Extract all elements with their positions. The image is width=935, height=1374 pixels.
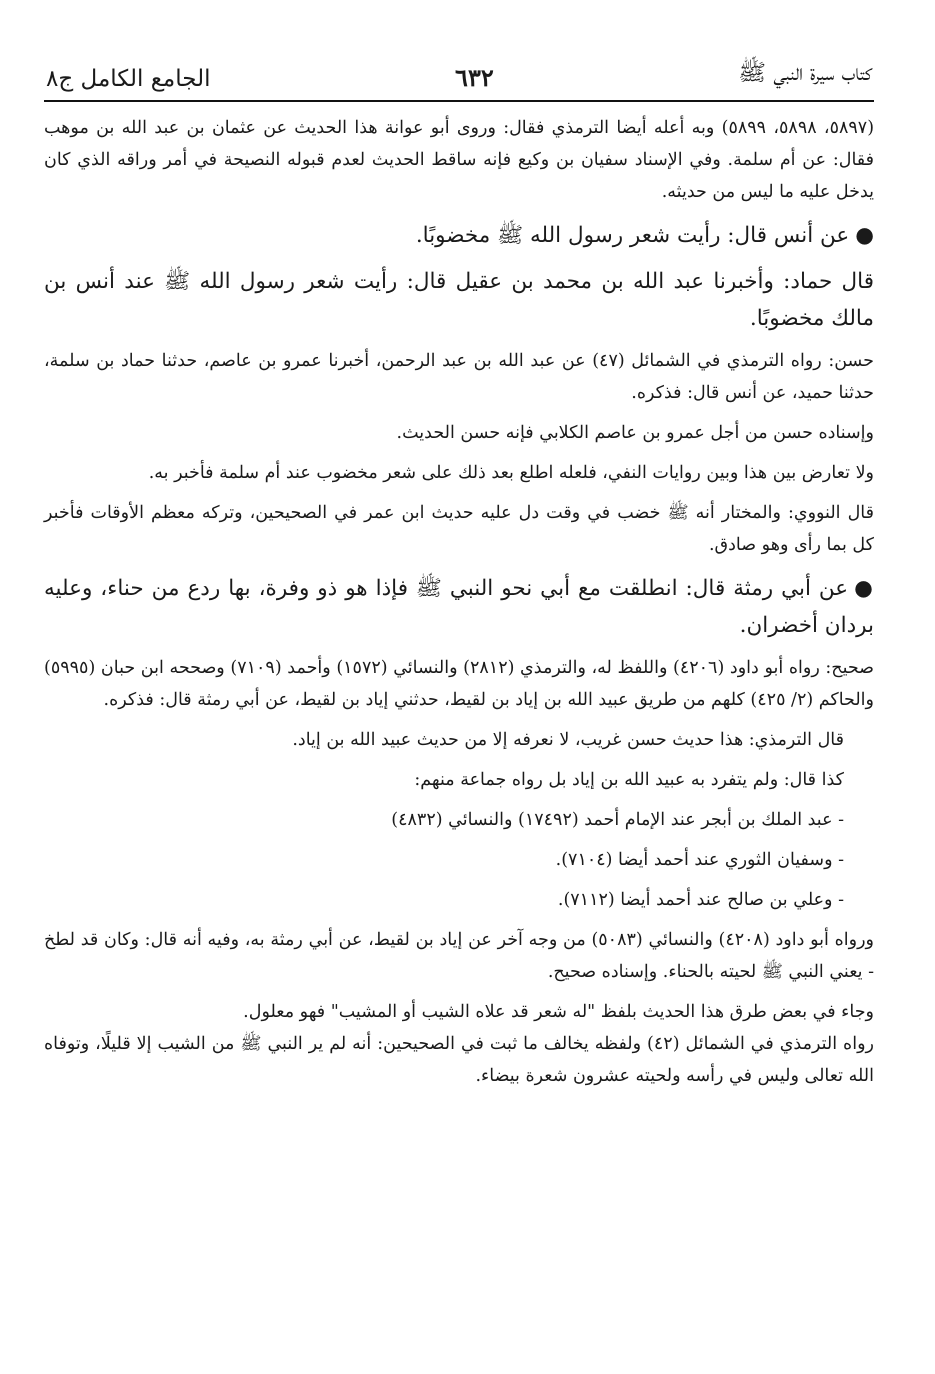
bullet-icon: ● [855,223,874,248]
commentary-paragraph: ورواه أبو داود (٤٢٠٨) والنسائي (٥٠٨٣) من وجه آخر عن إياد بن لقيط، عن أبي رمثة به، وفيه أنه قال: وكان قد لطخ - يعني النبي ﷺ لحيته بالحناء. وإسناده صحيح. [44,930,874,982]
hadith-text: قال حماد: وأخبرنا عبد الله بن محمد بن عقيل قال: رأيت شعر رسول الله ﷺ عند أنس بن مالك مخضوبًا. [44,269,874,331]
commentary-paragraph: وجاء في بعض طرق هذا الحديث بلفظ "له شعر قد علاه الشيب أو المشيب" فهو معلول. [243,1002,874,1022]
hadith-body: عن أبي رمثة قال: انطلقت مع أبي نحو النبي ﷺ فإذا هو ذو وفرة، بها ردع من حناء، وعليه بردان أخضران. [44,576,874,638]
commentary-paragraph: ولا تعارض بين هذا وبين روايات النفي، فلعله اطلع بعد ذلك على شعر مخضوب عند أم سلمة فأخبر به. [148,463,874,483]
hadith-text [44,570,874,644]
page-body [44,102,874,1092]
page [44,58,874,1092]
commentary-paragraph: (٥٨٩٧، ٥٨٩٨، ٥٨٩٩) وبه أعله أيضا الترمذي فقال: وروى أبو عوانة هذا الحديث عن عثمان بن عبد الله بن موهب فقال: عن أم سلمة. وفي الإسناد سفيان بن وكيع فإنه ساقط الحديث لعدم قبوله النصيحة في أمر وراقه الذي كان يدخل عليه ما ليس من حديثه. [44,118,875,202]
book-title: كتاب سيرة النبي ﷺ [738,60,872,86]
list-item: - وعلي بن صالح عند أحمد أيضا (٧١١٢). [557,890,844,910]
volume-title: الجامع الكامل ج٨ [46,66,211,92]
bullet-icon: ● [854,576,874,601]
hadith-text [44,217,874,254]
commentary-paragraph: وإسناده حسن من أجل عمرو بن عاصم الكلابي فإنه حسن الحديث. [396,423,874,443]
commentary-paragraph: رواه الترمذي في الشمائل (٤٢) ولفظه يخالف ما ثبت في الصحيحين: أنه لم ير النبي ﷺ من الشيب إلا قليلًا، وتوفاه الله تعالى وليس في رأسه ولحيته عشرون شعرة بيضاء. [44,1034,874,1086]
commentary-paragraph: كذا قال: ولم يتفرد به عبيد الله بن إياد بل رواه جماعة منهم: [414,770,844,790]
commentary-paragraph: قال النووي: والمختار أنه ﷺ خضب في وقت دل عليه حديث ابن عمر في الصحيحين، وتركه معظم الأوقات فأخبر كل بما رأى وهو صادق. [44,503,874,555]
takhrij-paragraph: صحيح: رواه أبو داود (٤٢٠٦) واللفظ له، والترمذي (٢٨١٢) والنسائي (١٥٧٢) وأحمد (٧١٠٩) وصححه ابن حبان (٥٩٩٥) والحاكم (٢/ ٤٢٥) كلهم من طريق عبيد الله بن إياد بن لقيط، حدثني إياد بن لقيط، عن أبي رمثة قال: فذكره. [44,658,875,710]
running-header [44,58,874,102]
narrators-list [44,804,874,916]
page-number: ٦٣٢ [455,63,494,92]
list-item: - عبد الملك بن أبجر عند الإمام أحمد (١٧٤٩٢) والنسائي (٤٨٣٢) [391,810,844,830]
commentary-paragraph: قال الترمذي: هذا حديث حسن غريب، لا نعرفه إلا من حديث عبيد الله بن إياد. [292,730,844,750]
hadith-body: عن أنس قال: رأيت شعر رسول الله ﷺ مخضوبًا. [415,223,850,248]
list-item: - وسفيان الثوري عند أحمد أيضا (٧١٠٤). [555,850,844,870]
takhrij-paragraph: حسن: رواه الترمذي في الشمائل (٤٧) عن عبد الله بن عبد الرحمن، أخبرنا عمرو بن عاصم، حدثنا حماد بن سلمة، حدثنا حميد، عن أنس قال: فذكره. [44,351,874,403]
